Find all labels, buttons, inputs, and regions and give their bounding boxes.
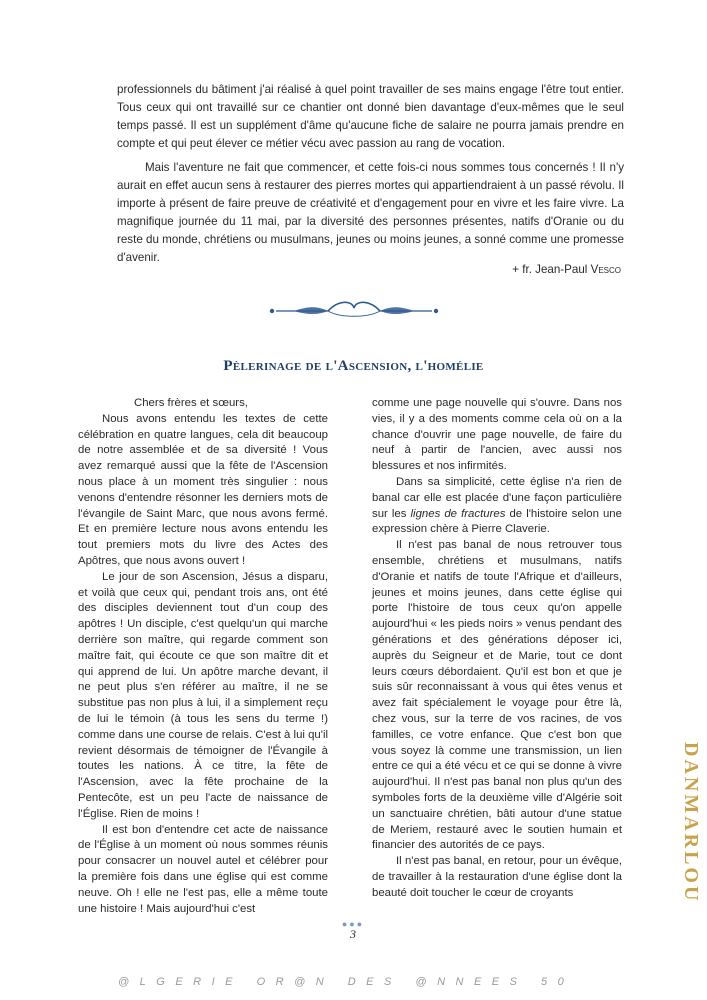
page-number-block	[336, 920, 370, 940]
article-paragraph: Le jour de son Ascension, Jésus a disparu, et voilà que ceux qui, pendant trois ans, ont été des disciples deviennent tout d'un coup des apôtres ! Un disciple, c'est quelqu'un qui marche derrière son maître, qui regarde comment son maître fait, qui écoute ce que son maître dit et qui apprend de lui. Un apôtre marche devant, il ne peut plus s'en référer au maître, il ne se substitue pas non plus à lui, il a simplement reçu de lui le témoin (à tous les sens du terme !) comme dans une course de relais. C'est à lui qu'il revient désormais de témoigner de l'Évangile à toutes les nations. À ce titre, la fête de l'Ascension, avec la fête prochaine de la Pentecôte, est un peu l'acte de naissance de l'Église. Rien de moins !	[78, 570, 329, 820]
article-paragraph	[372, 475, 622, 538]
side-brand	[680, 742, 704, 958]
signature	[512, 262, 621, 278]
intro-paragraph: professionnels du bâtiment j'ai réalisé à quel point travailler de ses mains engage l'être tout entier. Tous ceux qui ont travaillé sur ce chantier ont donné bien davantage d'eux-mêmes que le seul temps passé. Il est un supplément d'âme qu'aucune fiche de salaire ne pourra jamais prendre en compte et qui peut élever ce métier vécu avec passion au rang de vocation.	[117, 83, 624, 150]
article-title: Pèlerinage de l'Ascension, l'homélie	[223, 358, 484, 374]
flourish-divider-icon	[268, 298, 440, 324]
paragraph-text: Dans sa simplicité, cette église n'a rien de banal car elle est placée d'une façon particulière sur les	[372, 475, 622, 520]
intro-text	[117, 81, 624, 273]
article-column-right	[372, 396, 622, 902]
article-paragraph: comme une page nouvelle qui s'ouvre. Dans nos vies, il y a des moments comme cela où on a la chance d'ouvrir une page nouvelle, de faire du neuf à partir de l'ancien, avec aussi nos blessures et nos infirmités.	[372, 397, 622, 473]
page-number: 3	[350, 927, 356, 941]
signature-name: Vesco	[590, 263, 621, 276]
intro-paragraph: Mais l'aventure ne fait que commencer, et cette fois-ci nous sommes tous concernés ! Il n'y aurait en effet aucun sens à restaurer des pierres mortes qui appartiendraient à un passé révolu. Il importe à présent de faire preuve de créativité et d'engagement pour en vivre et les faire vivre. La magnifique journée du 11 mai, par la diversité des personnes présentes, natifs d'Oranie ou du reste du monde, chrétiens ou musulmans, jeunes ou moins jeunes, a sonné comme une promesse d'avenir.	[117, 161, 624, 264]
salutation: Chers frères et sœurs,	[134, 397, 248, 409]
italic-phrase: lignes de fractures	[410, 507, 506, 520]
article-column-left	[78, 396, 328, 917]
signature-prefix: + fr. Jean-Paul	[512, 263, 591, 276]
article-paragraph: Il n'est pas banal de nous retrouver tous ensemble, chrétiens et musulmans, natifs d'Oranie et natifs de toute l'Afrique et d'ailleurs, jeunes et moins jeunes, dans cette église qui porte l'histoire de tous ceux qu'on appelle aujourd'hui « les pieds noirs » venus pendant des générations et des générations déposer ici, auprès du Seigneur et de Marie, tout ce dont leurs cœurs débordaient. Qu'il est bon et que je suis sûr reconnaissant à vous qui êtes venus et avez fait spécialement le voyage pour être là, chez vous, sur la terre de vos racines, de vos familles, ce votre enfance. Que c'est bon que vous soyez là comme une transmission, un lien entre ce qui a été vécu et ce qui se donne à vivre aujourd'hui. Il n'est pas banal non plus qu'un des symboles forts de la deuxième ville d'Algérie soit un sanctuaire chrétien, bâti autour d'une statue de Meriem, restauré avec le soutien humain et financier des autorités de ce pays.	[372, 539, 622, 852]
article-paragraph: Il n'est pas banal, en retour, pour un évêque, de travailler à la restauration d'une église dont la beauté doit toucher le cœur de croyants	[372, 855, 622, 899]
paragraph-text: de l'histoire selon une expression chère à Pierre Claverie.	[372, 507, 622, 536]
footer-banner: @LGERIE OR@N DES @NNEES 50	[118, 976, 575, 988]
article-paragraph: Il est bon d'entendre cet acte de naissance de l'Église à un moment où nous sommes réunis pour consacrer un nouvel autel et célébrer pour la première fois dans une église qui est comme neuve. Oh ! elle ne l'est pas, elle a même toute une histoire ! Mais aujourd'hui c'est	[78, 823, 328, 915]
brand-text: DANMARLOU	[680, 742, 702, 904]
article-paragraph: Nous avons entendu les textes de cette célébration en quatre langues, cela dit beaucoup de notre assemblée et de sa diversité ! Vous avez remarqué aussi que la fête de l'Ascension nous place à un moment très singulier : nous venons d'entendre résonner les derniers mots de l'évangile de Saint Marc, que nous avons fermé. Et en première lecture nous avons entendu les tout premiers mots du livre des Actes des Apôtres, que nous avons ouvert !	[78, 412, 328, 567]
dots-icon: ●●●	[341, 919, 365, 929]
